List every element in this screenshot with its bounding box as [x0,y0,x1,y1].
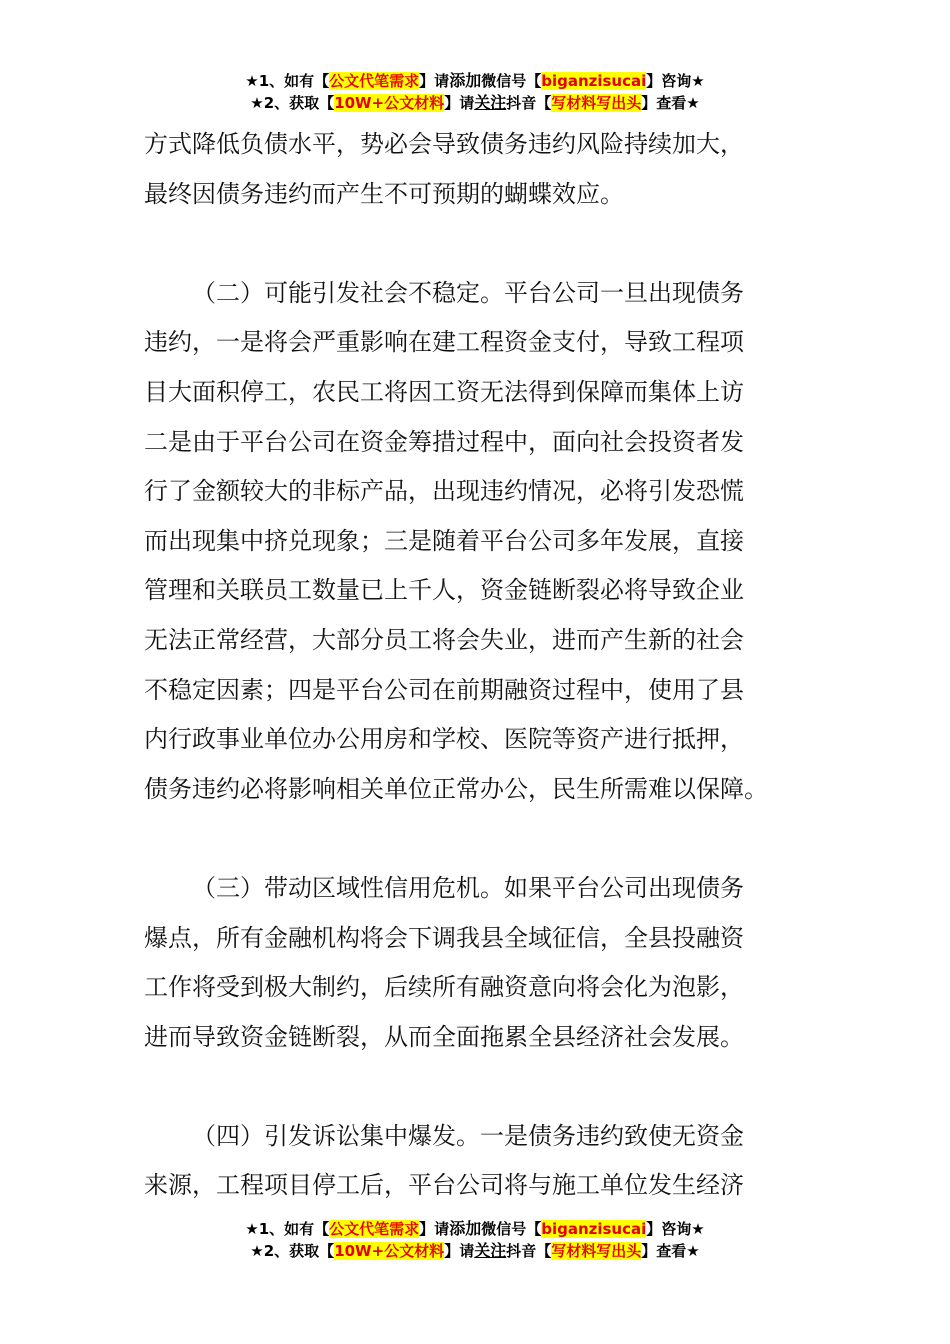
text-line: 行了金额较大的非标产品，出现违约情况，必将引发恐慌 [144,477,744,506]
text-line: 最终因债务违约而产生不可预期的蝴蝶效应。 [144,179,624,208]
paragraph-social-instability [144,269,808,815]
promo-line-2-mid: 】请 [444,94,475,112]
text-line: （二）可能引发社会不稳定。平台公司一旦出现债务 [192,278,744,307]
promo-highlight-douyin-account: 写材料写出头 [551,1242,642,1260]
text-line: 违约，一是将会严重影响在建工程资金支付，导致工程项 [144,328,744,357]
promo-line-2-douyin-label: 抖音【 [506,94,552,112]
promo-line-2 [0,92,950,114]
text-line: 来源，工程项目停工后，平台公司将与施工单位发生经济 [144,1171,744,1200]
promo-line-2-follow: 关注 [474,93,507,112]
promo-line-1-add: 添加 [449,1219,482,1238]
promo-line-1-prefix: ★1、如有【 [245,1220,330,1238]
text-line: 工作将受到极大制约，后续所有融资意向将会化为泡影， [144,973,744,1002]
promo-line-1-wechat-label: 微信号【 [481,1220,542,1238]
text-line: 爆点，所有金融机构将会下调我县全域征信，全县投融资 [144,923,744,952]
top-promo-banner [0,70,950,114]
promo-line-2-follow: 关注 [474,1241,507,1260]
text-line: 二是由于平台公司在资金筹措过程中，面向社会投资者发 [144,427,744,456]
promo-line-2-suffix: 】查看★ [641,94,700,112]
text-line: 不稳定因素；四是平台公司在前期融资过程中，使用了县 [144,675,744,704]
promo-line-2-prefix: ★2、获取【 [250,1242,335,1260]
document-body [144,120,808,1211]
promo-line-2-prefix: ★2、获取【 [250,94,335,112]
paragraph-litigation [144,1112,808,1211]
text-line: 进而导致资金链断裂，从而全面拖累全县经济社会发展。 [144,1022,744,1051]
promo-line-2-douyin-label: 抖音【 [506,1242,552,1260]
promo-highlight-materials: 10W+公文材料 [334,1242,445,1260]
text-line: 债务违约必将影响相关单位正常办公，民生所需难以保障。 [144,774,768,803]
promo-line-2 [0,1240,950,1262]
text-line: 而出现集中挤兑现象；三是随着平台公司多年发展，直接 [144,526,744,555]
paragraph-gap [144,219,808,269]
text-line: 无法正常经营，大部分员工将会失业，进而产生新的社会 [144,625,744,654]
promo-line-1 [0,1218,950,1240]
text-line: 目大面积停工，农民工将因工资无法得到保障而集体上访 [144,377,744,406]
text-line: 方式降低负债水平，势必会导致债务违约风险持续加大， [144,130,744,158]
promo-highlight-writing-service: 公文代笔需求 [329,72,420,90]
promo-line-1-add: 添加 [449,71,482,90]
promo-line-1-mid: 】请 [419,1220,450,1238]
promo-line-2-mid: 】请 [444,1242,475,1260]
promo-line-1-suffix: 】咨询★ [646,1220,705,1238]
bottom-promo-banner [0,1218,950,1262]
promo-line-1-mid: 】请 [419,72,450,90]
promo-highlight-materials: 10W+公文材料 [334,94,445,112]
promo-line-1-prefix: ★1、如有【 [245,72,330,90]
promo-highlight-wechat-id: biganzisucai [541,1220,647,1238]
promo-line-1 [0,70,950,92]
promo-line-1-wechat-label: 微信号【 [481,72,542,90]
paragraph-gap [144,1062,808,1112]
paragraph-continued [144,120,808,219]
text-line: （四）引发诉讼集中爆发。一是债务违约致使无资金 [192,1121,744,1150]
promo-highlight-writing-service: 公文代笔需求 [329,1220,420,1238]
promo-line-2-suffix: 】查看★ [641,1242,700,1260]
paragraph-credit-crisis [144,864,808,1062]
promo-highlight-wechat-id: biganzisucai [541,72,647,90]
promo-highlight-douyin-account: 写材料写出头 [551,94,642,112]
text-line: 内行政事业单位办公用房和学校、医院等资产进行抵押， [144,725,744,754]
text-line: （三）带动区域性信用危机。如果平台公司出现债务 [192,873,744,902]
promo-line-1-suffix: 】咨询★ [646,72,705,90]
text-line: 管理和关联员工数量已上千人，资金链断裂必将导致企业 [144,576,744,605]
paragraph-gap [144,814,808,864]
